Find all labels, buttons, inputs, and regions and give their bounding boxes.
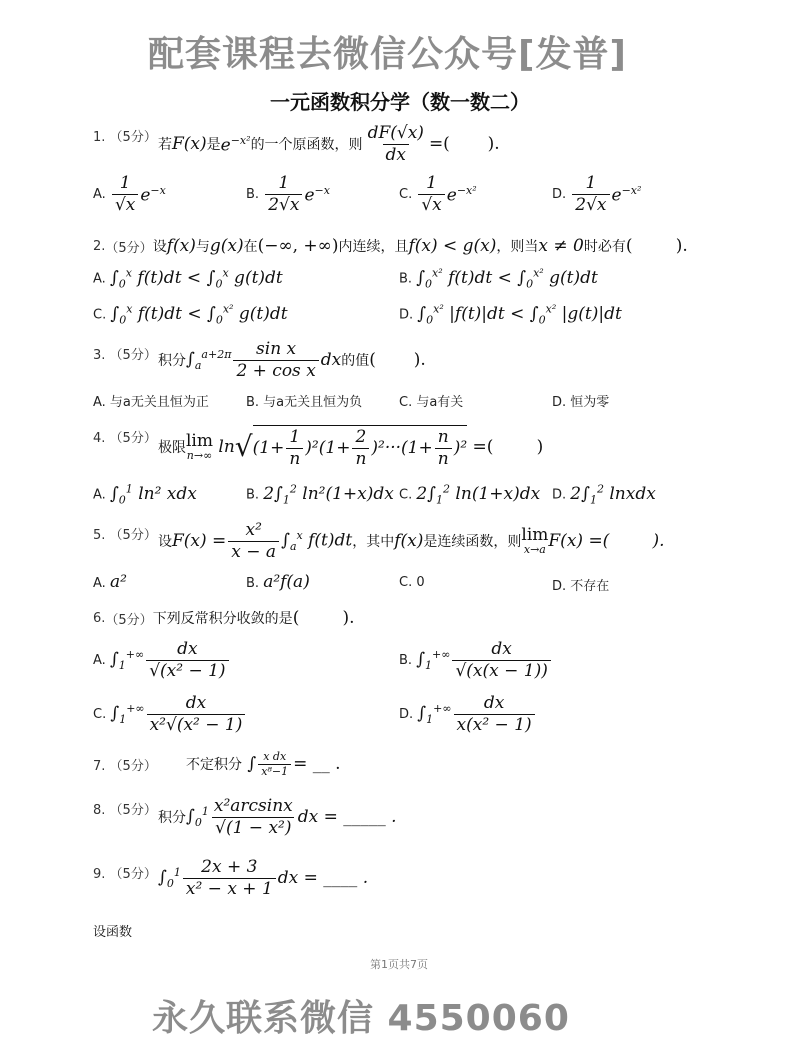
- question-5-option-c[interactable]: C. 0: [399, 575, 425, 590]
- question-4-header: 4. （5分）: [93, 431, 157, 446]
- question-5-option-a[interactable]: A. a²: [93, 572, 127, 592]
- question-3-header: 3. （5分）: [93, 348, 157, 363]
- question-5-stem: 设 F(x) = $\frac{\text{x²}}{x - a}$ $\int_a^x$ f(t)dt ，其中 f(x) 是连续函数，则 lim x→a F(x) =( ).: [158, 520, 665, 562]
- question-5-option-b[interactable]: B. a²f(a): [246, 572, 310, 592]
- question-6-option-c[interactable]: C. $\int_1^{+\infty}$ $\frac{dx}{\text{x²√(x² − 1)}}$: [93, 694, 247, 735]
- question-5-option-d[interactable]: D. 不存在: [552, 579, 610, 594]
- question-2-option-a[interactable]: A. $\int_0^x$ $f(t)dt < \int_0^x$ g(t)dt: [93, 266, 283, 291]
- question-4-option-c[interactable]: C. $2\int_1^2$ ln(1+x)dx: [399, 482, 541, 507]
- question-8-stem: 积分 $\int_0^1$ $\frac{\text{x²arcsinx}}{\text{√(1 − x²)}}$ dx = _____ .: [158, 796, 397, 838]
- question-4-stem: 极限 lim n→∞ ln √ (1+ $\frac{1}{n}$ )²(1+ $\frac{2}{n}$ )²···(1+ $\frac{n}{n}$ )² =( ): [158, 427, 544, 469]
- question-8-header: 8. （5分）: [93, 803, 157, 818]
- question-2-option-b[interactable]: B. $\int_0^{x^2}$ $f(t)dt < \int_0^{x^2}$ g(t)dt: [399, 266, 598, 291]
- question-3-option-d[interactable]: D. 恒为零: [552, 395, 610, 410]
- question-6-option-b[interactable]: B. $\int_1^{+\infty}$ $\frac{dx}{√(x(x - 1))}$: [399, 640, 553, 681]
- option-b[interactable]: B. $\frac{1}{2√x}$ $e^{-x}$: [246, 173, 330, 215]
- question-3-stem: 积分 $\int_a^{a+2\pi}$ $\frac{\text{sin x}}{\text{2 + cos x}}$ dx 的值 ( ).: [158, 339, 426, 381]
- question-2-stem: 2. （5分） 设 f(x) 与 g(x) 在 (−∞, +∞) 内连续，且 f(x) < g(x) ，则当 x ≠ 0 时必有 ( ).: [93, 236, 688, 256]
- trailing-text: 设函数: [93, 925, 133, 940]
- question-4-option-a[interactable]: A. $\int_0^1$ ln² xdx: [93, 482, 197, 507]
- option-d[interactable]: D. $\frac{1}{2√x}$ $e^{-x^2}$: [552, 173, 642, 215]
- question-2-option-d[interactable]: D. $\int_0^{x^2}$ $|f(t)|dt < \int_0^{x^2}$ |g(t)|dt: [399, 302, 622, 327]
- question-2-option-c[interactable]: C. $\int_0^x$ $f(t)dt < \int_0^{x^2}$ g(t)dt: [93, 302, 288, 327]
- question-7-header: 7. （5分）: [93, 759, 157, 774]
- question-score: （5分）: [109, 130, 157, 145]
- question-7-stem: 不定积分 ∫ $\frac{\text{x dx}}{\text{x⁸−1}}$ = __ .: [186, 750, 341, 778]
- page-footer: 第1页共7页: [370, 958, 428, 971]
- question-number: 1.: [93, 130, 106, 145]
- question-4-option-b[interactable]: B. $2\int_1^2$ ln²(1+x)dx: [246, 482, 394, 507]
- question-5-header: 5. （5分）: [93, 528, 157, 543]
- question-6-stem: 6. （5分） 下列反常积分收敛的是 ( ).: [93, 608, 355, 628]
- question-3-option-b[interactable]: B. 与a无关且恒为负: [246, 395, 363, 410]
- page-title: 一元函数积分学（数一数二）: [270, 90, 530, 114]
- question-6-option-d[interactable]: D. $\int_1^{+\infty}$ $\frac{dx}{\text{x(x² − 1)}}$: [399, 694, 537, 735]
- question-9-header: 9. （5分）: [93, 867, 157, 882]
- watermark-top: 配套课程去微信公众号[发普]: [148, 34, 627, 75]
- question-1-stem: 若 F(x) 是 $e^{-x^2}$ 的一个原函数，则 $\frac{dF(√x)}{dx}$ =( ).: [158, 123, 500, 165]
- question-3-option-c[interactable]: C. 与a有关: [399, 395, 464, 410]
- watermark-bottom: 永久联系微信 4550060: [152, 998, 570, 1039]
- option-a[interactable]: A. $\frac{1}{√x}$ $e^{-x}$: [93, 173, 166, 215]
- option-c[interactable]: C. $\frac{1}{√x}$ $e^{-x^2}$: [399, 173, 477, 215]
- question-6-option-a[interactable]: A. $\int_1^{+\infty}$ $\frac{dx}{\text{√(x² − 1)}}$: [93, 640, 231, 681]
- question-3-option-a[interactable]: A. 与a无关且恒为正: [93, 395, 209, 410]
- question-4-option-d[interactable]: D. $2\int_1^2$ lnxdx: [552, 482, 656, 507]
- question-9-stem: $\int_0^1$ $\frac{2x + 3}{\text{x² − x + 1}}$ dx = ____ .: [158, 857, 369, 899]
- question-1-header: [93, 126, 157, 145]
- question-1-options: [93, 174, 693, 224]
